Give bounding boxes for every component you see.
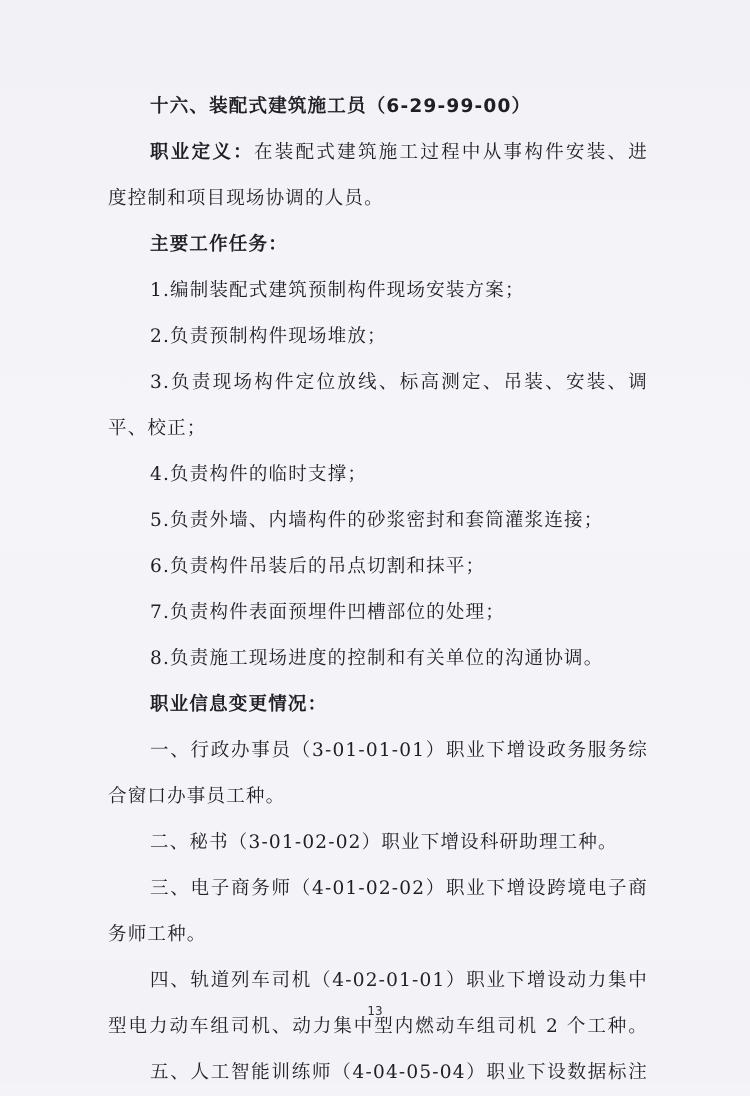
task-line-continued: 平、校正； <box>108 418 207 439</box>
task-line: 3.负责现场构件定位放线、标高测定、吊装、安装、调 <box>150 372 648 393</box>
task-line: 6.负责构件吊装后的吊点切割和抹平； <box>150 556 486 577</box>
task-line: 7.负责构件表面预埋件凹槽部位的处理； <box>150 602 505 623</box>
task-line: 8.负责施工现场进度的控制和有关单位的沟通协调。 <box>150 648 604 669</box>
changes-label: 职业信息变更情况： <box>150 694 328 715</box>
change-line: 五、人工智能训练师（4-04-05-04）职业下设数据标注 <box>150 1062 648 1083</box>
task-line: 2.负责预制构件现场堆放； <box>150 326 387 347</box>
change-line-continued: 型电力动车组司机、动力集中型内燃动车组司机 2 个工种。 <box>108 1016 648 1037</box>
change-line: 二、秘书（3-01-02-02）职业下增设科研助理工种。 <box>150 832 618 853</box>
definition-label: 职业定义： <box>150 142 254 163</box>
task-line: 4.负责构件的临时支撑； <box>150 464 368 485</box>
change-line: 四、轨道列车司机（4-02-01-01）职业下增设动力集中 <box>150 970 648 991</box>
task-line: 1.编制装配式建筑预制构件现场安装方案； <box>150 280 525 301</box>
document-body <box>108 84 648 1096</box>
task-line: 5.负责外墙、内墙构件的砂浆密封和套筒灌浆连接； <box>150 510 604 531</box>
definition-text: 在装配式建筑施工过程中从事构件安装、进 <box>253 142 648 163</box>
change-line-continued: 合窗口办事员工种。 <box>108 786 286 807</box>
change-line: 一、行政办事员（3-01-01-01）职业下增设政务服务综 <box>150 740 648 761</box>
change-line-continued: 务师工种。 <box>108 924 207 945</box>
definition-line-1 <box>108 130 648 176</box>
page-number: 13 <box>367 1004 383 1018</box>
definition-line-2: 度控制和项目现场协调的人员。 <box>108 188 384 209</box>
tasks-label: 主要工作任务： <box>150 234 288 255</box>
section-heading: 十六、装配式建筑施工员（6-29-99-00） <box>150 96 532 117</box>
change-line: 三、电子商务师（4-01-02-02）职业下增设跨境电子商 <box>150 878 648 899</box>
